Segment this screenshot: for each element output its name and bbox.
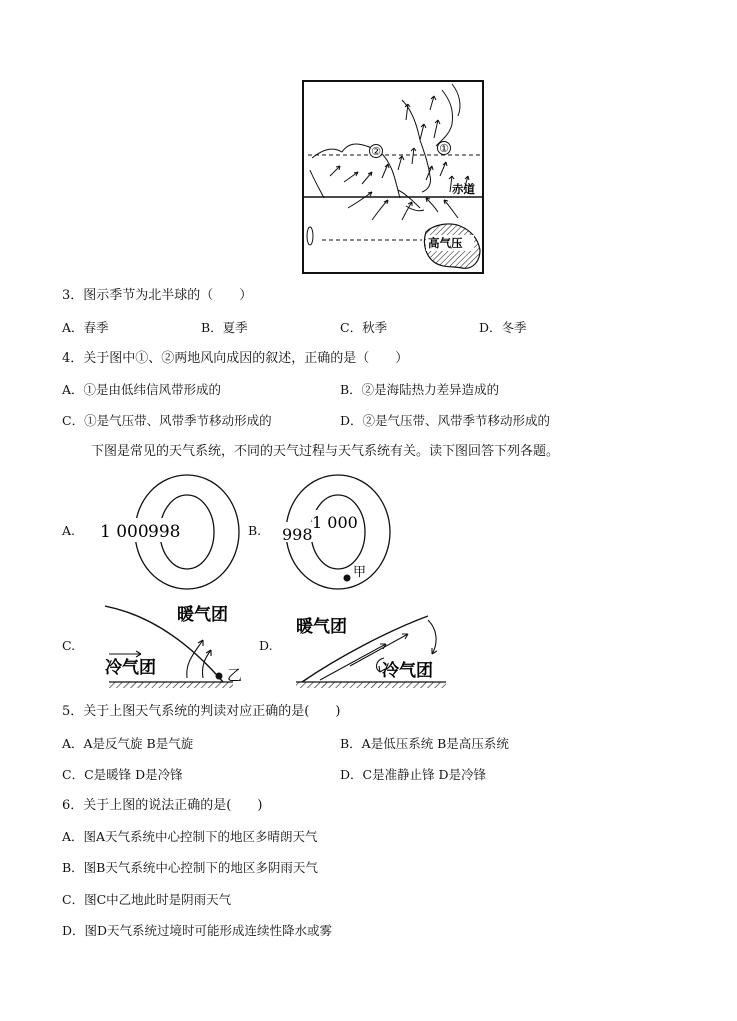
fig-b-inner-value: 1 000	[312, 513, 358, 532]
q3-option-a: A．春季	[62, 320, 109, 335]
fig-b-isobars	[270, 470, 400, 598]
q5-option-b: B．A是低压系统 B是高压系统	[340, 736, 509, 751]
fig-c-warm-front	[105, 600, 255, 692]
q4-stem: 4．关于图中①、②两地风向成因的叙述，正确的是（ ）	[62, 351, 409, 366]
q3-option-d: D．冬季	[479, 320, 527, 335]
fig-b-outer-value: 998	[282, 525, 313, 544]
q6-option-d: D．图D天气系统过境时可能形成连续性降水或雾	[62, 923, 333, 938]
fig-a-letter: A.	[62, 523, 76, 538]
intro-text: 下图是常见的天气系统，不同的天气过程与天气系统有关。读下图回答下列各题。	[91, 444, 560, 459]
q4-option-b: B．②是海陆热力差异造成的	[340, 382, 500, 397]
q5-option-d: D．C是准静止锋 D是冷锋	[340, 767, 487, 782]
fig-d-letter: D.	[259, 638, 273, 653]
fig-c-cold-label: 冷气团	[105, 658, 156, 678]
fig-a-inner-value: 998	[148, 522, 181, 542]
fig-a-outer-value: 1 000	[100, 522, 149, 542]
high-pressure-label: 高气压	[428, 236, 463, 250]
fig-c-warm-label: 暖气团	[177, 605, 228, 625]
fig-d-warm-label: 暖气团	[296, 617, 347, 637]
q4-option-a: A．①是由低纬信风带形成的	[62, 382, 222, 397]
q4-option-c: C．①是气压带、风带季节移动形成的	[62, 413, 272, 428]
asia-wind-map	[302, 80, 484, 274]
fig-b-letter: B.	[248, 523, 262, 538]
fig-b-point-label: 甲	[353, 565, 367, 580]
fig-d-cold-label: 冷气团	[382, 661, 433, 681]
q5-stem: 5．关于上图天气系统的判读对应正确的是( )	[62, 704, 341, 719]
map-label-1: ①	[439, 142, 449, 155]
fig-a-isobars	[92, 470, 242, 598]
q3-option-b: B．夏季	[201, 320, 248, 335]
q3-stem: 3．图示季节为北半球的（ ）	[62, 288, 253, 303]
q5-option-c: C．C是暖锋 D是冷锋	[62, 767, 183, 782]
fig-c-point-label: 乙	[227, 666, 243, 684]
q6-option-c: C．图C中乙地此时是阴雨天气	[62, 892, 232, 907]
fig-c-letter: C.	[62, 638, 76, 653]
fig-d-cold-front	[290, 606, 450, 692]
map-label-2: ②	[371, 145, 381, 158]
q6-stem: 6．关于上图的说法正确的是( )	[62, 798, 263, 813]
equator-label: 赤道	[452, 182, 475, 196]
q3-option-c: C．秋季	[340, 320, 388, 335]
q6-option-a: A．图A天气系统中心控制下的地区多晴朗天气	[62, 829, 318, 844]
q4-option-d: D．②是气压带、风带季节移动形成的	[340, 413, 551, 428]
q5-option-a: A．A是反气旋 B是气旋	[62, 736, 194, 751]
q6-option-b: B．图B天气系统中心控制下的地区多阴雨天气	[62, 860, 318, 875]
